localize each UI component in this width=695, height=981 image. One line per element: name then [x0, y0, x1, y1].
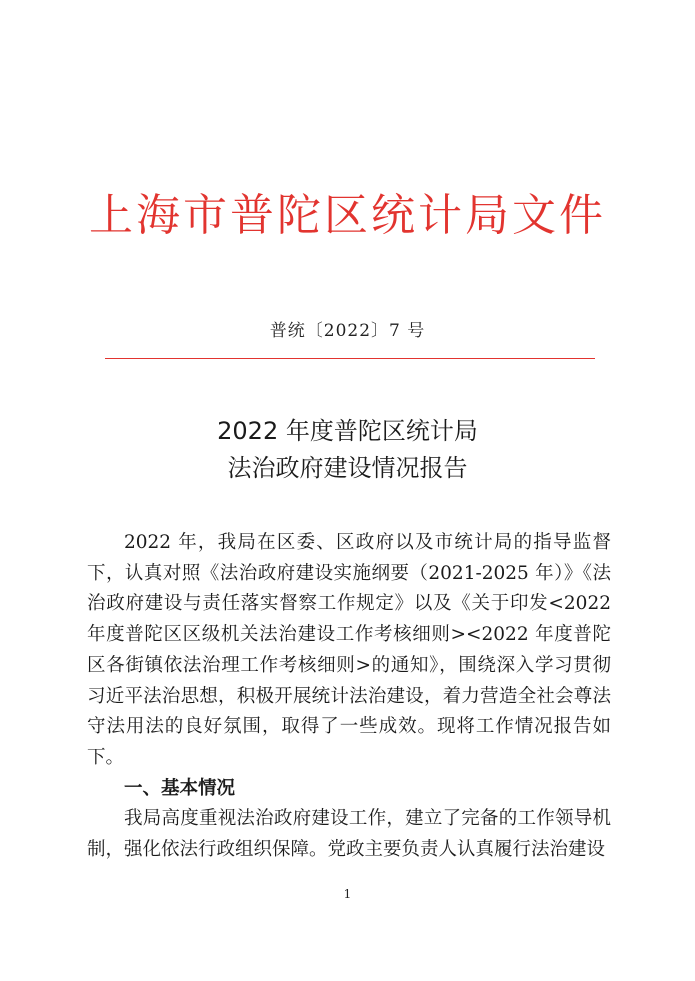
- intro-paragraph: 2022 年，我局在区委、区政府以及市统计局的指导监督下，认真对照《法治政府建设实施纲要（2021-2025 年）》《法治政府建设与责任落实督察工作规定》以及《关于印发<2022 年度普陀区区级机关法治建设工作考核细则><2022 年度普陀区各街镇依法治理工作考核细则>的通知》，围绕深入学习贯彻习近平法治思想，积极开展统计法治建设，着力营造全社会尊法守法用法的良好氛围，取得了一些成效。现将工作情况报告如下。: [87, 532, 611, 768]
- section-heading-basic-situation: 一、基本情况: [124, 777, 236, 799]
- report-title-line-1: 2022 年度普陀区统计局: [217, 417, 478, 445]
- report-title-line-2: 法治政府建设情况报告: [227, 454, 468, 482]
- masthead-title: 上海市普陀区统计局文件: [89, 190, 606, 241]
- basic-situation-paragraph: 我局高度重视法治政府建设工作，建立了完备的工作领导机制，强化依法行政组织保障。党政主要负责人认真履行法治建设: [87, 808, 611, 861]
- red-separator-line: [105, 358, 595, 359]
- page-number: 1: [343, 887, 352, 901]
- document-number: 普统〔2022〕7 号: [269, 321, 426, 341]
- document-body: [87, 528, 611, 866]
